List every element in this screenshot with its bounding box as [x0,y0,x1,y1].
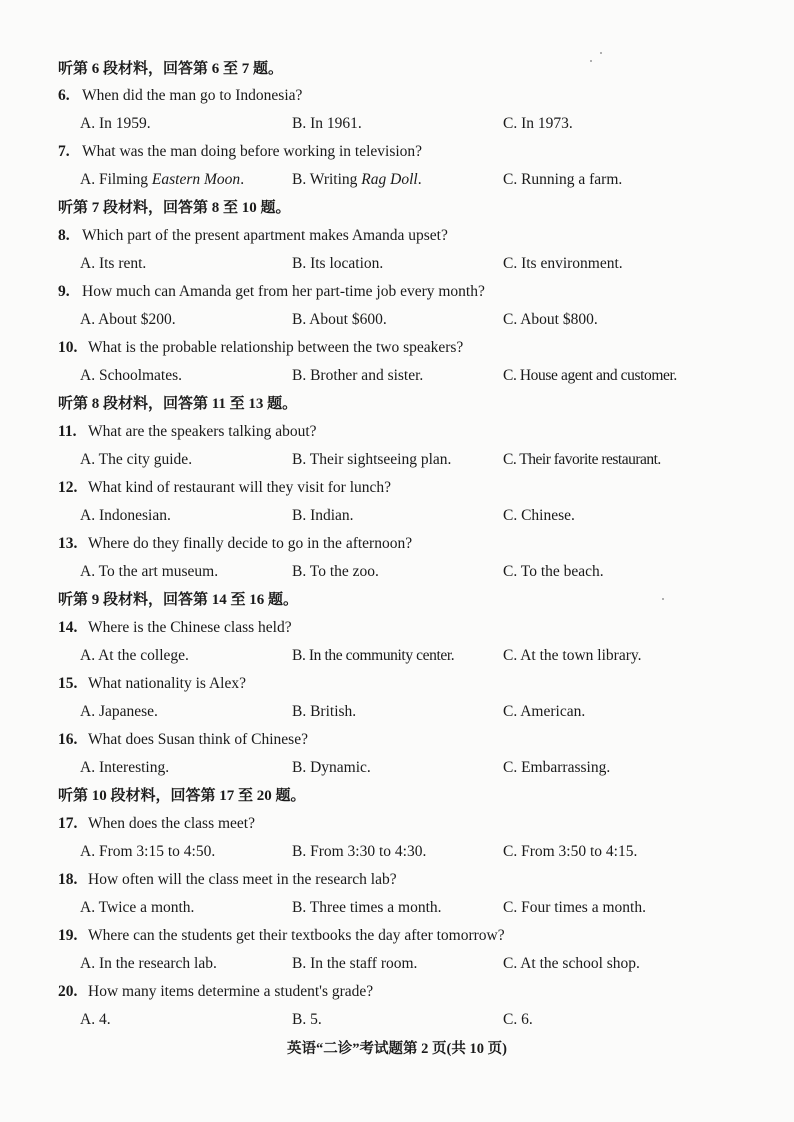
option-a: A. Its rent. [80,255,147,272]
option-a: A. At the college. [80,647,189,664]
options-17 [0,841,794,863]
option-b: B. Its location. [292,255,384,272]
question-18 [0,869,794,891]
question-number: 13. [58,535,78,552]
option-b: B. Brother and sister. [292,367,424,384]
option-a: A. Twice a month. [80,899,195,916]
question-number: 19. [58,927,78,944]
options-10 [0,365,794,387]
question-number: 16. [58,731,78,748]
scan-speck [600,52,602,54]
option-b: B. Dynamic. [292,759,371,776]
option-a: A. About $200. [80,311,176,328]
question-11 [0,421,794,443]
options-15 [0,701,794,723]
question-15 [0,673,794,695]
option-a: A. In 1959. [80,115,151,132]
option-a: A. From 3:15 to 4:50. [80,843,216,860]
question-text: When does the class meet? [88,815,255,832]
options-19 [0,953,794,975]
option-c: C. About $800. [503,311,598,328]
options-9 [0,309,794,331]
option-a-suffix: . [240,171,245,188]
question-number: 10. [58,339,78,356]
option-c: C. At the school shop. [503,955,640,972]
option-a: A. Schoolmates. [80,367,183,384]
question-text: Which part of the present apartment makes Amanda upset? [82,227,448,244]
option-a: A. Japanese. [80,703,158,720]
option-b: B. In 1961. [292,115,362,132]
option-c: C. Its environment. [503,255,623,272]
question-number: 18. [58,871,78,888]
section-heading-10: 听第 10 段材料，回答第 17 至 20 题。 [58,788,306,804]
scan-speck [662,598,664,600]
option-c: C. To the beach. [503,563,604,580]
question-number: 15. [58,675,78,692]
question-14 [0,617,794,639]
options-20 [0,1009,794,1031]
question-text: How often will the class meet in the research lab? [88,871,397,888]
option-b: B. In the community center. [292,647,455,664]
question-text: What kind of restaurant will they visit for lunch? [88,479,392,496]
options-18 [0,897,794,919]
scan-speck [590,60,592,62]
option-b: B. Their sightseeing plan. [292,451,452,468]
section-heading-6: 听第 6 段材料，回答第 6 至 7 题。 [58,61,284,77]
section-heading-8: 听第 8 段材料，回答第 11 至 13 题。 [58,396,298,412]
option-b-prefix: B. Writing [292,171,362,188]
option-a-title: Eastern Moon [151,171,241,188]
question-17 [0,813,794,835]
option-a [80,169,244,191]
question-10 [0,337,794,359]
options-16 [0,757,794,779]
option-a-prefix: A. Filming [80,171,152,188]
option-b [292,169,422,191]
option-a: A. To the art museum. [80,563,219,580]
question-13 [0,533,794,555]
question-text: How many items determine a student's grade? [88,983,374,1000]
question-7 [0,141,794,163]
question-number: 7. [58,143,70,160]
option-c: C. Embarrassing. [503,759,611,776]
option-b: B. 5. [292,1011,322,1028]
options-14 [0,645,794,667]
question-number: 14. [58,619,78,636]
option-a: A. The city guide. [80,451,193,468]
option-b: B. To the zoo. [292,563,379,580]
question-text: How much can Amanda get from her part-time job every month? [82,283,485,300]
option-b-suffix: . [417,171,422,188]
option-b: B. In the staff room. [292,955,418,972]
question-number: 20. [58,983,78,1000]
question-20 [0,981,794,1003]
option-c: C. From 3:50 to 4:15. [503,843,638,860]
question-text: Where is the Chinese class held? [88,619,292,636]
section-heading-7: 听第 7 段材料，回答第 8 至 10 题。 [58,200,291,216]
option-c: C. House agent and customer. [503,367,677,384]
options-6 [0,113,794,135]
question-16 [0,729,794,751]
question-text: What is the probable relationship between the two speakers? [88,339,464,356]
question-text: What nationality is Alex? [88,675,246,692]
options-11 [0,449,794,471]
question-text: Where can the students get their textbooks the day after tomorrow? [88,927,505,944]
question-text: What does Susan think of Chinese? [88,731,308,748]
question-12 [0,477,794,499]
option-a: A. 4. [80,1011,111,1028]
question-text: What are the speakers talking about? [88,423,317,440]
option-b: B. Three times a month. [292,899,442,916]
option-b-title: Rag Doll [361,171,418,188]
option-c: C. In 1973. [503,115,573,132]
option-c: C. Four times a month. [503,899,646,916]
options-8 [0,253,794,275]
question-number: 12. [58,479,78,496]
question-19 [0,925,794,947]
option-c: C. Their favorite restaurant. [503,451,661,468]
question-text: What was the man doing before working in television? [82,143,423,160]
option-b: B. From 3:30 to 4:30. [292,843,427,860]
page-footer: 英语“二诊”考试题第 2 页(共 10 页) [287,1041,507,1057]
option-a: A. In the research lab. [80,955,217,972]
question-text: When did the man go to Indonesia? [82,87,303,104]
question-text: Where do they finally decide to go in the afternoon? [88,535,413,552]
question-9 [0,281,794,303]
option-c: C. Chinese. [503,507,575,524]
option-c: C. Running a farm. [503,171,623,188]
question-6 [0,85,794,107]
options-7 [0,169,794,191]
option-b: B. About $600. [292,311,387,328]
option-a: A. Interesting. [80,759,170,776]
section-heading-9: 听第 9 段材料，回答第 14 至 16 题。 [58,592,299,608]
option-b: B. Indian. [292,507,354,524]
options-13 [0,561,794,583]
question-8 [0,225,794,247]
option-c: C. At the town library. [503,647,642,664]
option-c: C. American. [503,703,586,720]
question-number: 17. [58,815,78,832]
option-a: A. Indonesian. [80,507,171,524]
question-number: 9. [58,283,70,300]
question-number: 6. [58,87,70,104]
options-12 [0,505,794,527]
question-number: 8. [58,227,70,244]
option-b: B. British. [292,703,357,720]
question-number: 11. [58,423,77,440]
option-c: C. 6. [503,1011,533,1028]
